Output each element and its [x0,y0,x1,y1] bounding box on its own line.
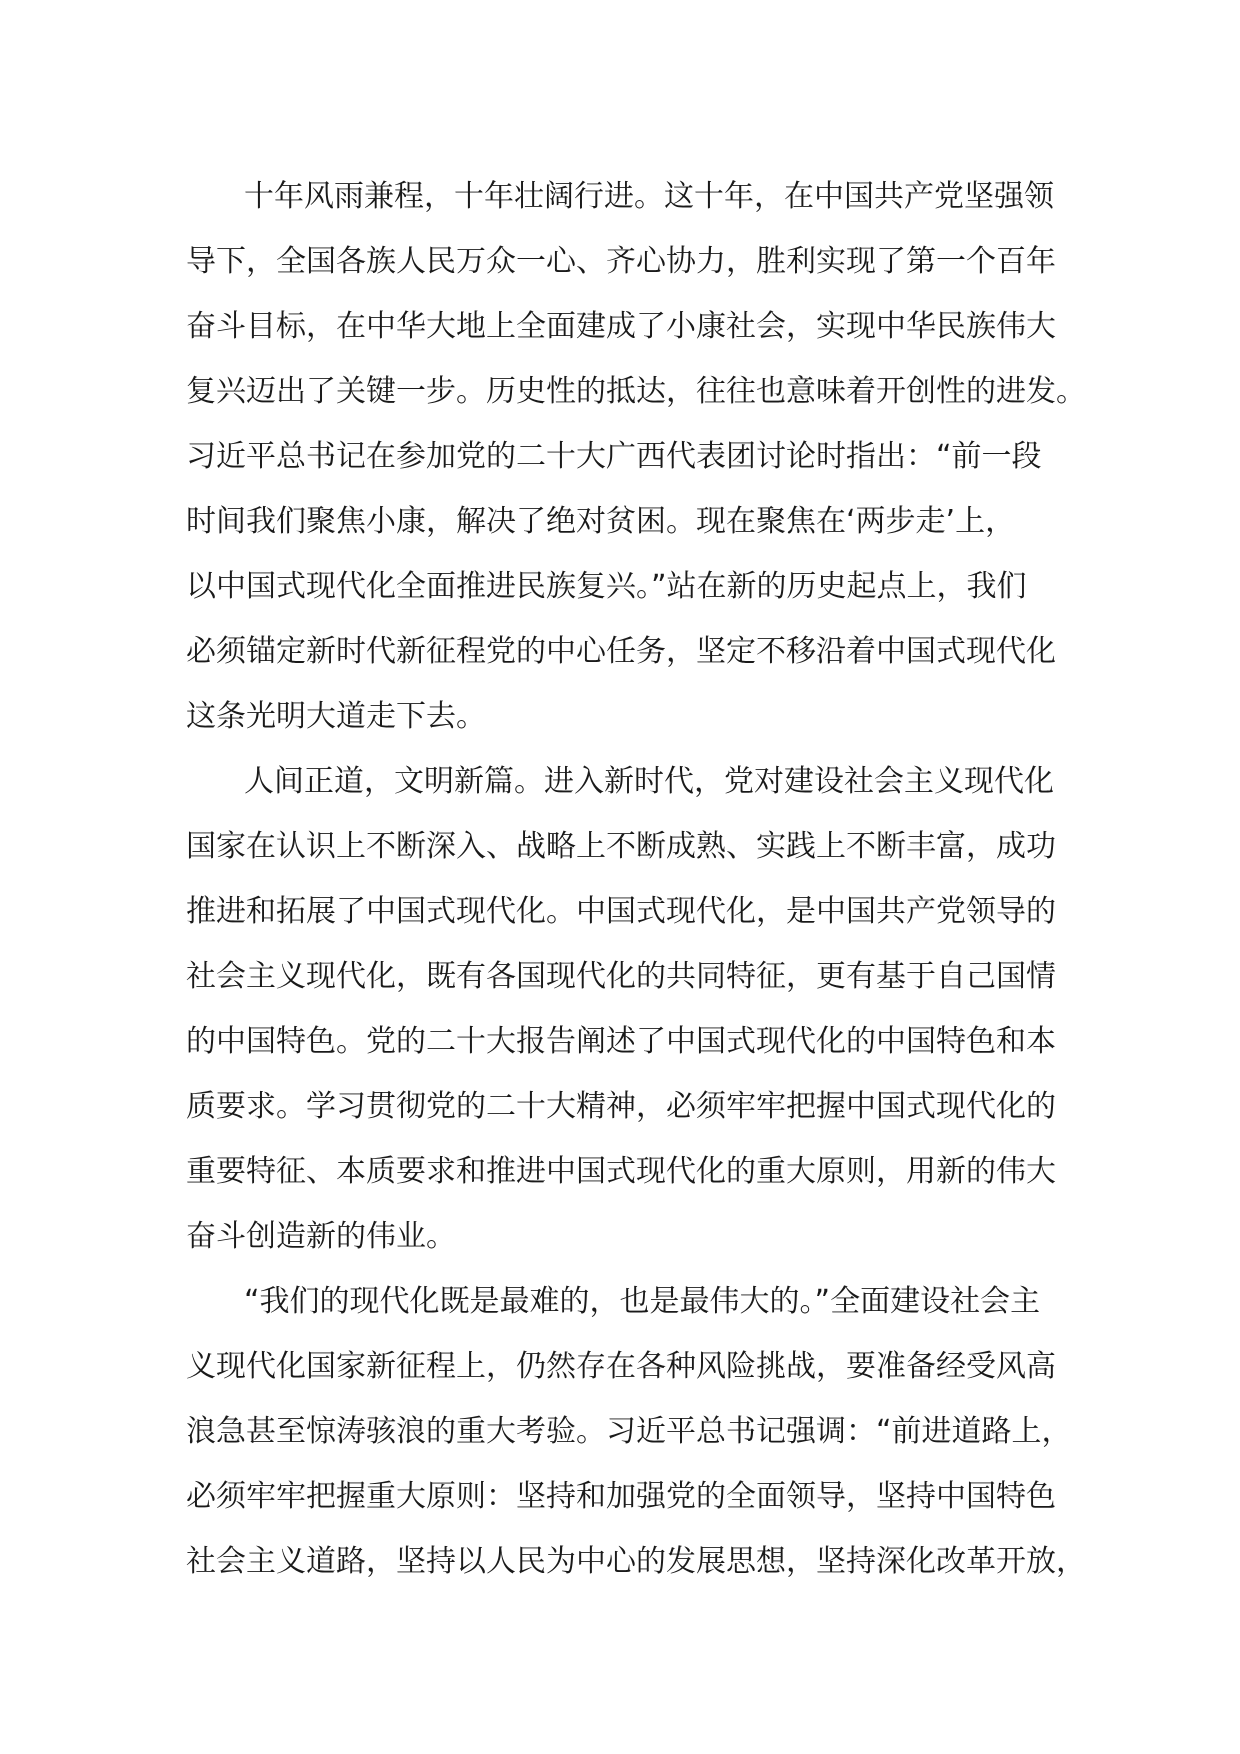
paragraph-1-line-5: 习近平总书记在参加党的二十大广西代表团讨论时指出：“前一段 [186,439,1042,474]
paragraph-2-line-7: 重要特征、本质要求和推进中国式现代化的重大原则，用新的伟大 [186,1154,1056,1189]
paragraph-1-line-7: 以中国式现代化全面推进民族复兴。”站在新的历史起点上，我们 [186,569,1027,604]
paragraph-3-line-2: 义现代化国家新征程上，仍然存在各种风险挑战，要准备经受风高 [186,1349,1056,1384]
paragraph-1-line-3: 奋斗目标，在中华大地上全面建成了小康社会，实现中华民族伟大 [186,309,1056,344]
paragraph-3-line-4: 必须牢牢把握重大原则：坚持和加强党的全面领导，坚持中国特色 [186,1479,1056,1514]
paragraph-2-line-1: 人间正道，文明新篇。进入新时代，党对建设社会主义现代化 [244,764,1054,799]
paragraph-3-line-1: “我们的现代化既是最难的，也是最伟大的。”全面建设社会主 [244,1284,1041,1319]
body-text [186,164,1086,1594]
paragraph-2-line-8: 奋斗创造新的伟业。 [186,1219,456,1254]
paragraph-1-line-1: 十年风雨兼程，十年壮阔行进。这十年，在中国共产党坚强领 [244,179,1054,214]
paragraph-3-line-3: 浪急甚至惊涛骇浪的重大考验。习近平总书记强调：“前进道路上， [186,1414,1072,1449]
paragraph-1-line-2: 导下，全国各族人民万众一心、齐心协力，胜利实现了第一个百年 [186,244,1056,279]
paragraph-1-line-4: 复兴迈出了关键一步。历史性的抵达，往往也意味着开创性的进发。 [186,374,1086,409]
paragraph-1-line-9: 这条光明大道走下去。 [186,699,486,734]
paragraph-2-line-5: 的中国特色。党的二十大报告阐述了中国式现代化的中国特色和本 [186,1024,1056,1059]
paragraph-2-line-6: 质要求。学习贯彻党的二十大精神，必须牢牢把握中国式现代化的 [186,1089,1056,1124]
paragraph-2-line-3: 推进和拓展了中国式现代化。中国式现代化，是中国共产党领导的 [186,894,1056,929]
paragraph-2-line-4: 社会主义现代化，既有各国现代化的共同特征，更有基于自己国情 [186,959,1056,994]
paragraph-1-line-6: 时间我们聚焦小康，解决了绝对贫困。现在聚焦在‘两步走’上， [186,504,1016,539]
paragraph-3-line-5: 社会主义道路，坚持以人民为中心的发展思想，坚持深化改革开放， [186,1544,1086,1579]
paragraph-2-line-2: 国家在认识上不断深入、战略上不断成熟、实践上不断丰富，成功 [186,829,1056,864]
paragraph-1-line-8: 必须锚定新时代新征程党的中心任务，坚定不移沿着中国式现代化 [186,634,1056,669]
